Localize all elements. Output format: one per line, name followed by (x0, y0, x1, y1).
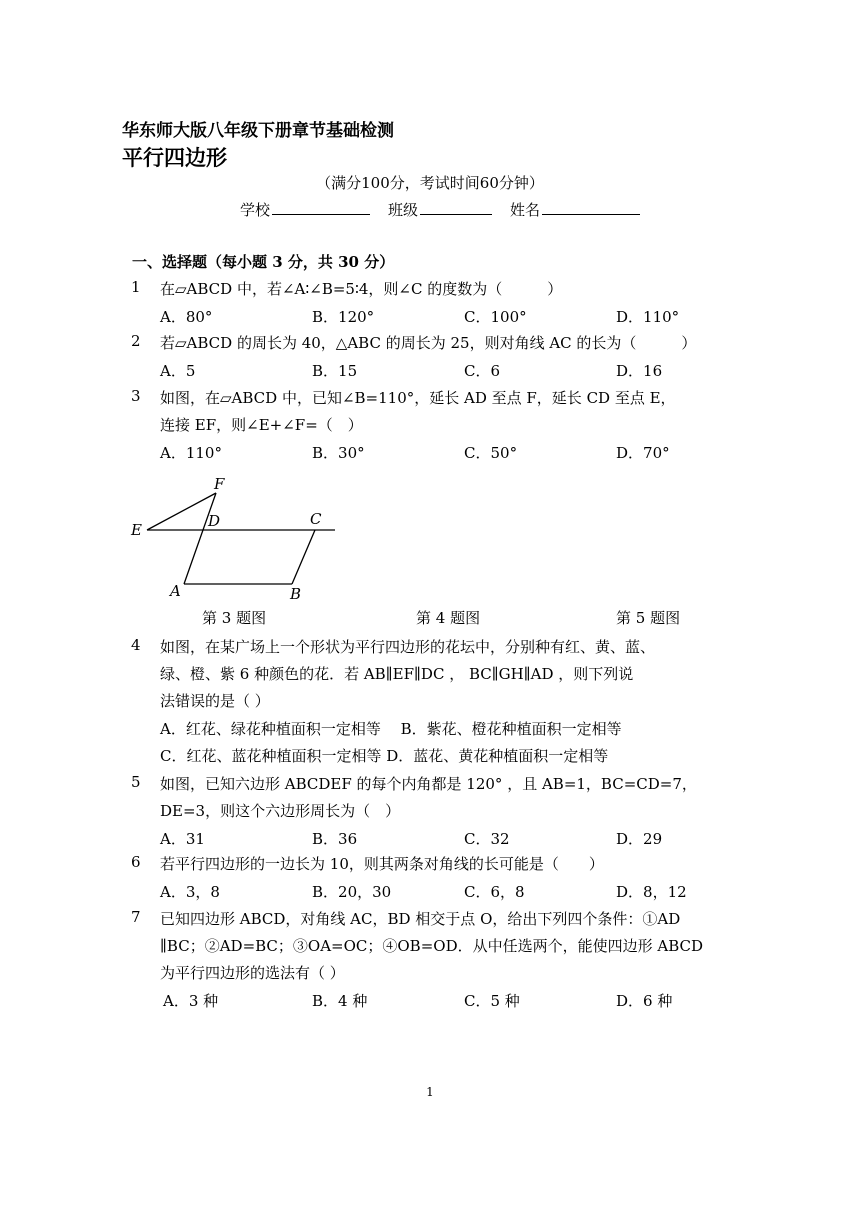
option-a: A．3 种 (163, 992, 219, 1010)
name-blank[interactable] (542, 200, 640, 215)
question-text: 绿、橙、紫 6 种颜色的花．若 AB∥EF∥DC ， BC∥GH∥AD ，则下列说 (160, 665, 634, 683)
option-d: D．16 (616, 362, 663, 380)
option-a: A．3，8 (160, 883, 220, 901)
point-label-d: D (208, 512, 221, 530)
figure-caption-3: 第 3 题图 (202, 609, 267, 627)
option-d: D．29 (616, 830, 663, 848)
question-number: 5 (131, 773, 141, 791)
point-label-b: B (290, 585, 302, 603)
option-d: D．6 种 (616, 992, 673, 1010)
option-d: D．110° (616, 308, 680, 326)
line-ef (147, 493, 216, 530)
question-text: 如图，在▱ABCD 中，已知∠B=110°，延长 AD 至点 F，延长 CD 至点 E， (160, 389, 676, 407)
option-row: A．红花、绿花种植面积一定相等 B．紫花、橙花种植面积一定相等 (160, 720, 622, 738)
point-label-f: F (214, 475, 225, 493)
figure-caption-4: 第 4 题图 (416, 609, 481, 627)
exam-info: （满分100分，考试时间60分钟） (316, 174, 544, 192)
class-field (388, 199, 492, 220)
figure-caption-5: 第 5 题图 (616, 609, 681, 627)
page-number: 1 (426, 1085, 434, 1099)
question-number: 2 (131, 332, 141, 350)
school-blank[interactable] (272, 200, 370, 215)
option-d: D．70° (616, 444, 670, 462)
option-c: C．32 (464, 830, 510, 848)
question-text: 若平行四边形的一边长为 10，则其两条对角线的长可能是（ ） (160, 855, 604, 873)
option-c: C．6，8 (464, 883, 525, 901)
question-text: 若▱ABCD 的周长为 40，△ABC 的周长为 25，则对角线 AC 的长为（ ） (160, 334, 697, 352)
section-title: 一、选择题（每小题 3 分，共 30 分） (132, 253, 395, 271)
question-text: 如图，已知六边形 ABCDEF 的每个内角都是 120° ，且 AB=1，BC=CD=7， (160, 775, 697, 793)
point-label-c: C (310, 510, 322, 528)
question-text: ∥BC；②AD=BC；③OA=OC；④OB=OD．从中任选两个，能使四边形 ABCD (160, 937, 704, 955)
point-label-e: E (131, 521, 142, 539)
option-d: D．8，12 (616, 883, 687, 901)
question-number: 3 (131, 387, 141, 405)
option-b: B．120° (312, 308, 375, 326)
figure-q3-parallelogram (125, 472, 345, 604)
name-label: 姓名 (510, 201, 541, 219)
option-row: C．红花、蓝花种植面积一定相等 D．蓝花、黄花种植面积一定相等 (160, 747, 609, 765)
line-af (184, 493, 216, 584)
question-text: 如图，在某广场上一个形状为平行四边形的花坛中，分别种有红、黄、蓝、 (160, 638, 656, 656)
option-b: B．20，30 (312, 883, 392, 901)
question-text: DE=3，则这个六边形周长为（ ） (160, 802, 401, 820)
option-b: B．4 种 (312, 992, 368, 1010)
line-bc (292, 530, 315, 584)
school-field (240, 199, 370, 220)
option-a: A．31 (160, 830, 205, 848)
option-a: A．110° (160, 444, 222, 462)
question-number: 1 (131, 278, 141, 296)
question-text: 在▱ABCD 中，若∠A∶∠B=5∶4，则∠C 的度数为（ ） (160, 280, 563, 298)
question-text: 已知四边形 ABCD，对角线 AC，BD 相交于点 O，给出下列四个条件：①AD (160, 910, 681, 928)
student-info-line (240, 199, 640, 220)
option-c: C．5 种 (464, 992, 520, 1010)
point-label-a: A (170, 582, 181, 600)
question-text: 连接 EF，则∠E+∠F=（ ） (160, 416, 363, 434)
question-number: 7 (131, 908, 141, 926)
question-number: 6 (131, 853, 141, 871)
question-number: 4 (131, 636, 141, 654)
option-a: A．80° (160, 308, 213, 326)
class-label: 班级 (388, 201, 419, 219)
name-field (510, 199, 640, 220)
option-b: B．30° (312, 444, 365, 462)
option-b: B．15 (312, 362, 358, 380)
option-c: C．100° (464, 308, 527, 326)
document-title: 平行四边形 (122, 145, 227, 170)
option-a: A．5 (160, 362, 196, 380)
option-c: C．6 (464, 362, 501, 380)
class-blank[interactable] (420, 200, 492, 215)
question-text: 法错误的是（ ） (160, 692, 270, 710)
option-c: C．50° (464, 444, 518, 462)
question-text: 为平行四边形的选法有（ ） (160, 964, 345, 982)
school-label: 学校 (240, 201, 271, 219)
option-b: B．36 (312, 830, 358, 848)
document-subtitle: 华东师大版八年级下册章节基础检测 (122, 121, 394, 141)
